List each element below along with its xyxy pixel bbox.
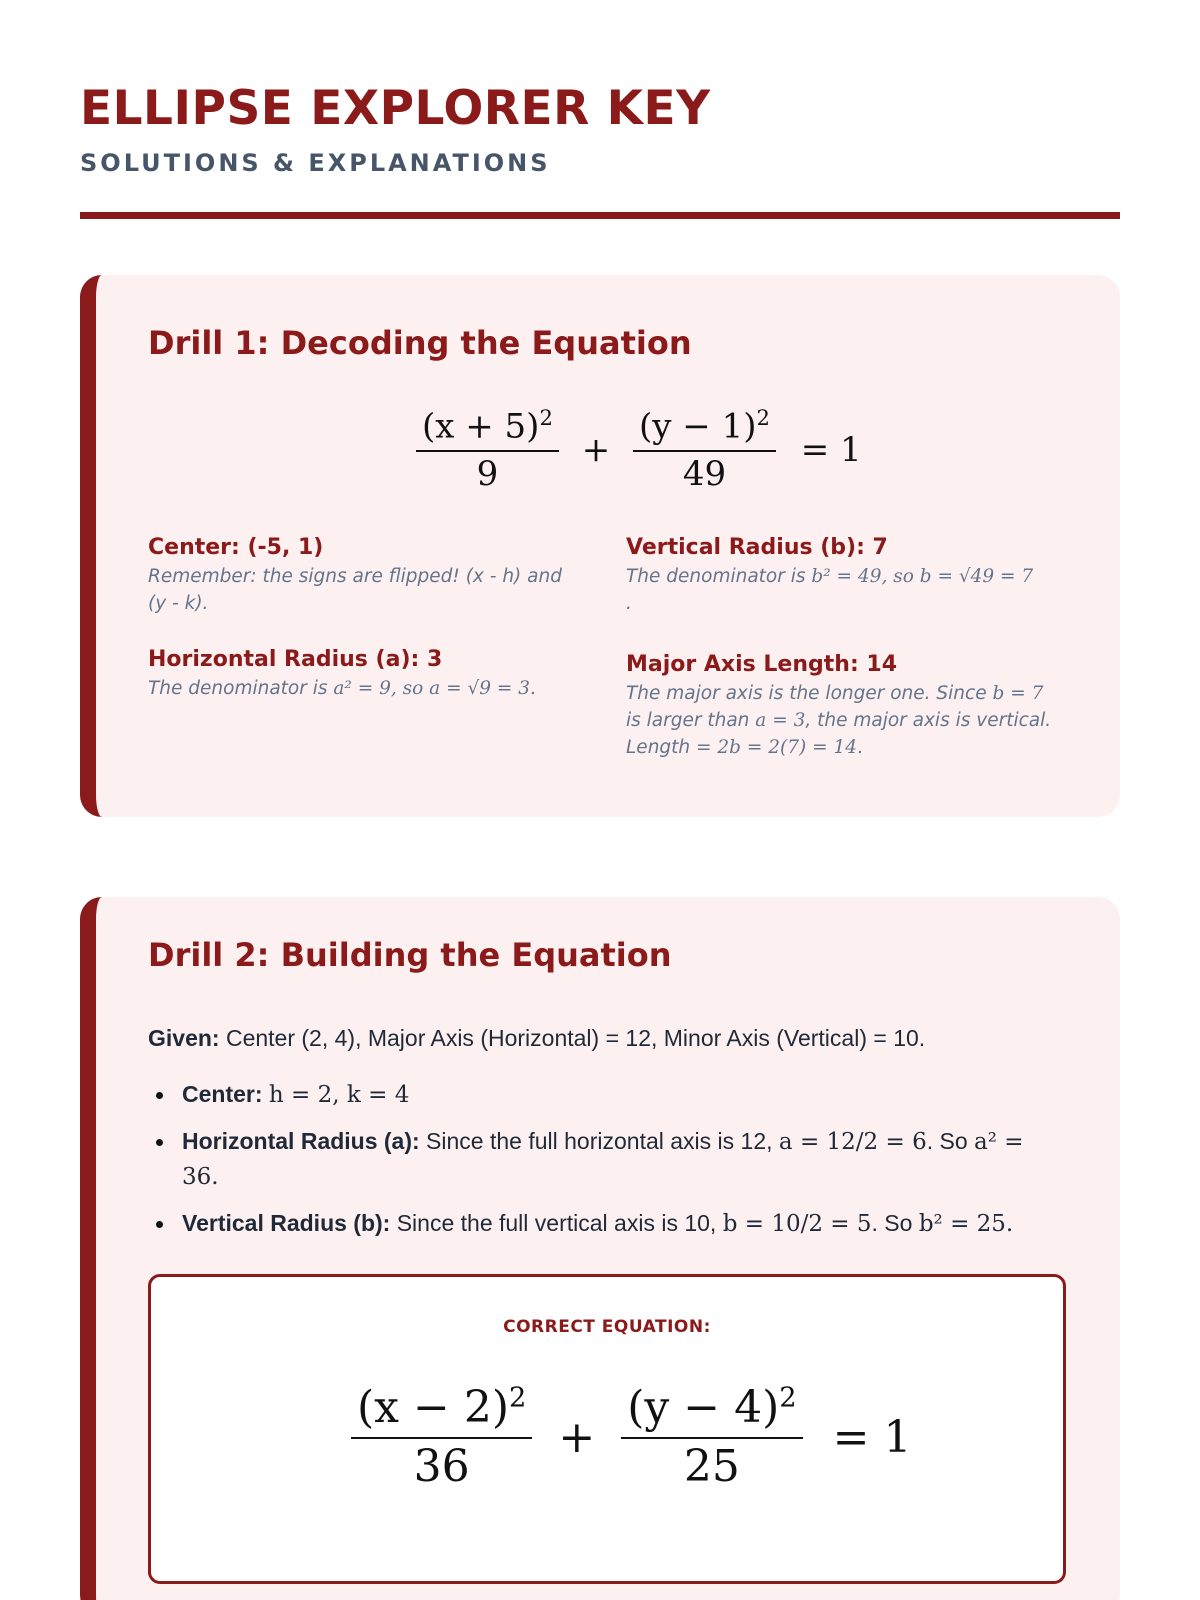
fact-major-axis: Major Axis Length: 14 The major axis is the longer one. Since b = 7 is larger than a = 3, the major axis is vertical. Length = 2b = 2(7) = 14.	[626, 652, 1052, 758]
list-item: Center: h = 2, k = 4	[148, 1077, 1048, 1112]
header-divider	[80, 212, 1120, 219]
solution-steps	[148, 1077, 1048, 1253]
page-title: ELLIPSE EXPLORER KEY	[80, 81, 711, 136]
page-header	[80, 80, 1120, 178]
answer-label: CORRECT EQUATION:	[503, 1317, 711, 1337]
given-statement: Given: Center (2, 4), Major Axis (Horizontal) = 12, Minor Axis (Vertical) = 10.	[148, 1025, 926, 1051]
list-item: Horizontal Radius (a): Since the full horizontal axis is 12, a = 12/2 = 6. So a² = 36.	[148, 1124, 1048, 1194]
drill-1-card	[80, 275, 1120, 817]
list-item: Vertical Radius (b): Since the full vertical axis is 10, b = 10/2 = 5. So b² = 25.	[148, 1206, 1048, 1241]
fact-vertical-radius: Vertical Radius (b): 7 The denominator is b² = 49, so b = √49 = 7 .	[626, 535, 1034, 614]
fraction-y-term: $\frac{(y - 4)^2}{25}$	[621, 1382, 802, 1492]
fact-center: Center: (-5, 1) Remember: the signs are flipped! (x - h) and (y - k).	[148, 535, 562, 614]
correct-equation: $\frac{(x - 2)^2}{36}$ + $\frac{(y - 4)^2}{25}$ = 1	[351, 1382, 923, 1492]
drill-1-equation: $\frac{(x + 5)^2}{9}$ + $\frac{(y - 1)^2}{49}$ = 1	[416, 405, 874, 494]
drill-2-title: Drill 2: Building the Equation	[148, 936, 672, 974]
fact-horizontal-radius: Horizontal Radius (a): 3 The denominator is a² = 9, so a = √9 = 3.	[148, 647, 536, 699]
answer-box	[148, 1274, 1066, 1584]
page-subtitle: SOLUTIONS & EXPLANATIONS	[80, 149, 551, 177]
drill-2-card	[80, 897, 1120, 1600]
drill-1-title: Drill 1: Decoding the Equation	[148, 324, 692, 362]
fraction-x-term: $\frac{(x - 2)^2}{36}$	[351, 1382, 532, 1492]
fraction-x-term: $\frac{(x + 5)^2}{9}$	[416, 405, 559, 494]
fraction-y-term: $\frac{(y - 1)^2}{49}$	[633, 405, 776, 494]
